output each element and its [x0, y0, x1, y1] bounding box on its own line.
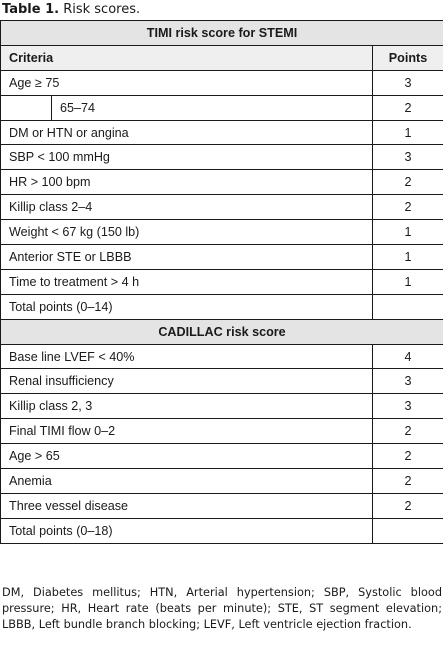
- table-row: [1, 220, 443, 245]
- points-cell: 4: [373, 344, 443, 369]
- table-row: [1, 145, 443, 170]
- timi-section-header: [1, 21, 443, 46]
- points-cell: 2: [373, 493, 443, 518]
- caption-label: Table 1.: [2, 2, 60, 17]
- points-cell: 3: [373, 70, 443, 95]
- table-row: [1, 394, 443, 419]
- points-cell: 2: [373, 95, 443, 120]
- points-cell: 1: [373, 269, 443, 294]
- criteria-cell: Age > 65: [1, 444, 373, 469]
- criteria-cell: Killip class 2–4: [1, 195, 373, 220]
- table-row: [1, 120, 443, 145]
- points-cell: 2: [373, 195, 443, 220]
- criteria-cell: Final TIMI flow 0–2: [1, 419, 373, 444]
- table-caption: [0, 0, 443, 19]
- criteria-cell: 65–74: [52, 95, 373, 120]
- table-row: [1, 469, 443, 494]
- points-cell: 3: [373, 394, 443, 419]
- criteria-cell: Anterior STE or LBBB: [1, 245, 373, 270]
- criteria-cell: HR > 100 bpm: [1, 170, 373, 195]
- criteria-cell: SBP < 100 mmHg: [1, 145, 373, 170]
- criteria-cell: Anemia: [1, 469, 373, 494]
- risk-scores-table: [0, 20, 443, 544]
- points-cell: 2: [373, 469, 443, 494]
- table-row: [1, 269, 443, 294]
- total-points-cell: [373, 294, 443, 319]
- criteria-cell: Base line LVEF < 40%: [1, 344, 373, 369]
- table-row: [1, 170, 443, 195]
- criteria-cell: Three vessel disease: [1, 493, 373, 518]
- table-footnote: DM, Diabetes mellitus; HTN, Arterial hypertension; SBP, Systolic blood pressure; HR, Heart rate (beats per minute); STE, ST segment elevation; LBBB, Left bundle branch blocking; LEVF, Left ventricle ejection fraction.: [2, 586, 442, 631]
- criteria-cell: Age ≥ 75: [1, 70, 373, 95]
- total-label-cell: Total points (0–14): [1, 294, 373, 319]
- total-label-cell: Total points (0–18): [1, 518, 373, 543]
- criteria-cell: DM or HTN or angina: [1, 120, 373, 145]
- cadillac-title: CADILLAC risk score: [1, 319, 443, 344]
- table-row: [1, 70, 443, 95]
- criteria-cell: Weight < 67 kg (150 lb): [1, 220, 373, 245]
- points-cell: 1: [373, 245, 443, 270]
- total-points-cell: [373, 518, 443, 543]
- table-row: [1, 493, 443, 518]
- caption-text: Risk scores.: [59, 2, 141, 17]
- table-row: [1, 195, 443, 220]
- table-row: [1, 369, 443, 394]
- table-row: [1, 419, 443, 444]
- timi-title: TIMI risk score for STEMI: [1, 21, 443, 46]
- points-cell: 2: [373, 170, 443, 195]
- points-cell: 1: [373, 220, 443, 245]
- table-row: [1, 95, 443, 120]
- timi-total-row: [1, 294, 443, 319]
- points-column-header: Points: [373, 45, 443, 70]
- cadillac-total-row: [1, 518, 443, 543]
- criteria-cell: Renal insufficiency: [1, 369, 373, 394]
- indent-cell: [1, 95, 52, 120]
- criteria-cell: Killip class 2, 3: [1, 394, 373, 419]
- points-cell: 3: [373, 369, 443, 394]
- cadillac-section-header: [1, 319, 443, 344]
- table-row: [1, 444, 443, 469]
- points-cell: 2: [373, 419, 443, 444]
- table-row: [1, 245, 443, 270]
- column-header-row: [1, 45, 443, 70]
- criteria-column-header: Criteria: [1, 45, 373, 70]
- criteria-cell: Time to treatment > 4 h: [1, 269, 373, 294]
- points-cell: 3: [373, 145, 443, 170]
- points-cell: 1: [373, 120, 443, 145]
- table-row: [1, 344, 443, 369]
- points-cell: 2: [373, 444, 443, 469]
